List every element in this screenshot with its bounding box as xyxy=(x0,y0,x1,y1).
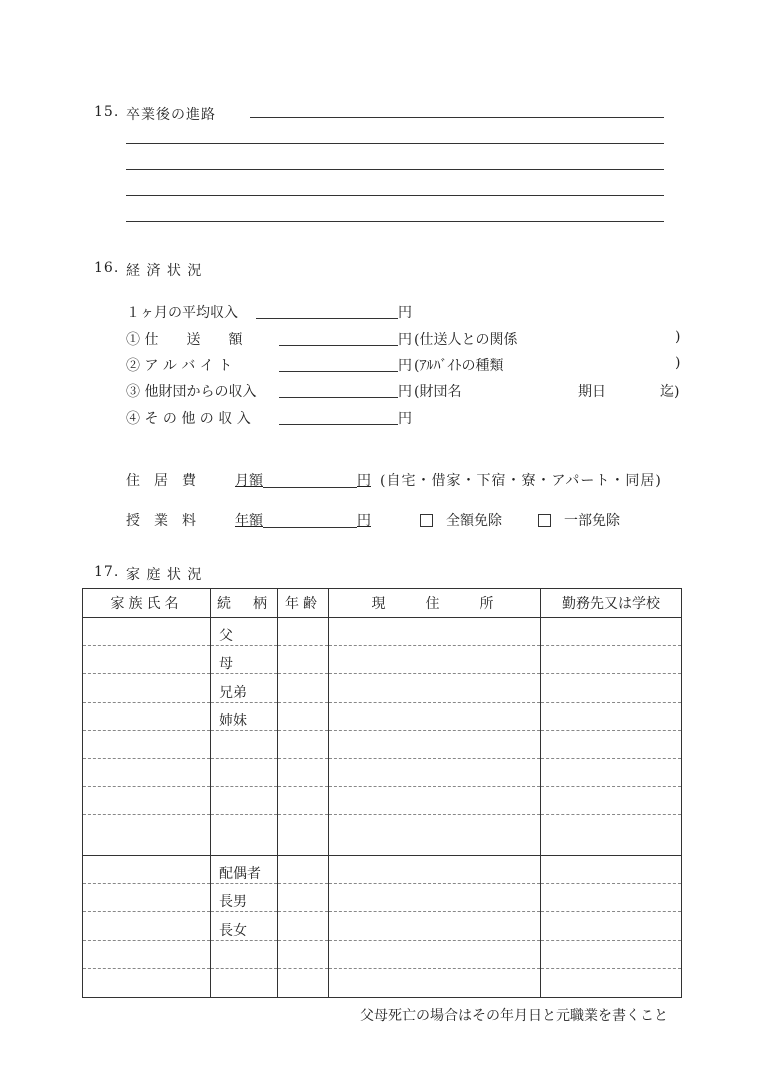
period-label: 期日 xyxy=(578,384,606,400)
close-paren-2: ) xyxy=(675,355,681,371)
remittance-field[interactable] xyxy=(279,345,398,346)
table-row xyxy=(83,968,682,997)
other-income-field[interactable] xyxy=(279,424,398,425)
header-relation: 続 柄 xyxy=(211,589,278,618)
section-15-number: 15. xyxy=(94,104,120,120)
tuition-label: 授 業 料 xyxy=(126,513,196,529)
table-row xyxy=(83,674,682,702)
relation-cell: 長女 xyxy=(211,912,278,940)
yen-6: 円 xyxy=(357,473,371,489)
until-label: 迄) xyxy=(660,384,680,400)
relation-cell: 配偶者 xyxy=(211,856,278,884)
yen-5: 円 xyxy=(398,411,412,427)
table-row xyxy=(83,856,682,884)
footer-note: 父母死亡の場合はその年月日と元職業を書くこと xyxy=(360,1008,668,1024)
full-exempt-label: 全額免除 xyxy=(446,513,502,529)
table-row xyxy=(83,702,682,730)
housing-options: (自宅・借家・下宿・寮・アパート・同居) xyxy=(380,473,662,489)
table-row xyxy=(83,940,682,968)
table-row xyxy=(83,758,682,786)
table-row xyxy=(83,786,682,814)
table-row xyxy=(83,884,682,912)
other-income-label: ④ そ の 他 の 収 入 xyxy=(126,411,251,427)
family-table xyxy=(82,588,682,998)
header-name: 家族氏名 xyxy=(83,589,211,618)
yen-3: 円 xyxy=(398,358,412,374)
relation-cell: 姉妹 xyxy=(211,702,278,730)
avg-income-label: １ヶ月の平均収入 xyxy=(126,305,238,321)
housing-label: 住 居 費 xyxy=(126,473,196,489)
career-line-3[interactable] xyxy=(126,169,664,170)
table-row xyxy=(83,646,682,674)
header-address: 現 住 所 xyxy=(329,589,541,618)
header-workplace: 勤務先又は学校 xyxy=(541,589,682,618)
section-17-number: 17. xyxy=(94,564,120,580)
foundation-field[interactable] xyxy=(279,397,398,398)
career-line-4[interactable] xyxy=(126,195,664,196)
partial-exempt-checkbox[interactable] xyxy=(538,511,551,530)
section-17-title: 家 庭 状 況 xyxy=(126,567,203,583)
parttime-field[interactable] xyxy=(279,371,398,372)
tuition-amount-field[interactable] xyxy=(263,527,357,528)
relation-cell: 兄弟 xyxy=(211,674,278,702)
header-age: 年齢 xyxy=(278,589,329,618)
yen-4: 円 xyxy=(398,384,412,400)
close-paren-1: ) xyxy=(675,329,681,345)
table-row xyxy=(83,815,682,856)
section-15-title: 卒業後の進路 xyxy=(126,107,216,123)
section-16-number: 16. xyxy=(94,260,120,276)
career-line-2[interactable] xyxy=(126,143,664,144)
career-line-5[interactable] xyxy=(126,221,664,222)
remittance-relation-label: (仕送人との関係 xyxy=(414,332,518,348)
housing-amount-field[interactable] xyxy=(263,487,357,488)
housing-monthly-label: 月額 xyxy=(235,473,263,489)
section-16-title: 経 済 状 況 xyxy=(126,263,203,279)
yen-2: 円 xyxy=(398,332,412,348)
remittance-label: ① 仕 送 額 xyxy=(126,332,243,348)
foundation-name-label: (財団名 xyxy=(414,384,462,400)
avg-income-field[interactable] xyxy=(256,318,398,319)
parttime-label: ② ア ル バ イ ト xyxy=(126,358,233,374)
tuition-yearly-label: 年額 xyxy=(235,513,263,529)
foundation-label: ③ 他財団からの収入 xyxy=(126,384,257,400)
table-row xyxy=(83,618,682,646)
parttime-type-label: (ｱﾙﾊﾞｲﾄの種類 xyxy=(414,358,504,374)
yen-7: 円 xyxy=(357,513,371,529)
relation-cell: 父 xyxy=(211,618,278,646)
relation-cell: 長男 xyxy=(211,884,278,912)
full-exempt-checkbox[interactable] xyxy=(420,511,433,530)
table-row xyxy=(83,912,682,940)
table-row xyxy=(83,730,682,758)
relation-cell: 母 xyxy=(211,646,278,674)
career-line-1[interactable] xyxy=(250,117,664,118)
yen-1: 円 xyxy=(398,305,412,321)
partial-exempt-label: 一部免除 xyxy=(564,513,620,529)
